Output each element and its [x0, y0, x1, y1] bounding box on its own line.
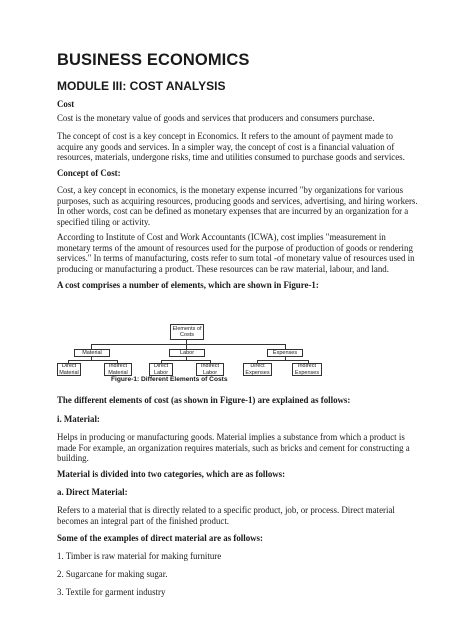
figure-caption: Figure-1: Different Elements of Costs [111, 376, 228, 383]
connector-line [161, 360, 211, 361]
concept-of-cost-heading: Concept of Cost: [57, 168, 121, 178]
paragraph-line: specified tiling or activity. [57, 216, 151, 227]
paragraph-line: acquire any goods and services. In a simpler way, the concept of cost is a financial valuation of [57, 141, 395, 152]
node-indirect-material: Indirect Material [104, 363, 132, 376]
connector-line [91, 344, 285, 345]
node-direct-labor: Direct Labor [149, 363, 173, 376]
paragraph-line: building. [57, 453, 89, 464]
module-heading: MODULE III: COST ANALYSIS [57, 79, 226, 93]
elements-intro: A cost comprises a number of elements, which are shown in Figure-1: [57, 280, 319, 290]
paragraph-line: made For example, an organization requires materials, such as bricks and cement for constructing a [57, 442, 410, 453]
example-item: 3. Textile for garment industry [57, 587, 166, 597]
paragraph-line: In other words, cost can be defined as monetary expenses that are incurred by an organization for a [57, 206, 409, 217]
concept-of-cost-paragraph [57, 185, 429, 227]
icwa-paragraph [57, 232, 429, 274]
material-paragraph [57, 432, 429, 464]
elements-of-cost-diagram [57, 322, 320, 376]
node-indirect-labor: Indirect Labor [196, 363, 224, 376]
examples-heading: Some of the examples of direct material are as follows: [57, 533, 263, 543]
paragraph-line: Helps in producing or manufacturing goods. Material implies a substance from which a product is [57, 432, 405, 442]
elements-explained-heading: The different elements of cost (as shown in Figure-1) are explained as follows: [57, 395, 351, 405]
paragraph-line: Cost, a key concept in economics, is the monetary expense incurred "by organizations for various [57, 185, 404, 195]
document-title: BUSINESS ECONOMICS [57, 51, 250, 69]
example-item: 2. Sugarcane for making sugar. [57, 569, 168, 579]
paragraph-line: purposes, such as acquiring resources, producing goods and services, advertising, and hiring workers. [57, 195, 418, 206]
direct-material-heading: a. Direct Material: [57, 487, 128, 497]
material-divided-heading: Material is divided into two categories, which are as follows: [57, 469, 286, 479]
node-labor: Labor [169, 349, 205, 357]
paragraph-line: services." In terms of manufacturing, costs refer to sum total -of monetary value of resources used in [57, 253, 415, 264]
material-heading: i. Material: [57, 414, 100, 424]
paragraph-line: According to Institute of Cost and Work Accountants (ICWA), cost implies "measurement in [57, 232, 386, 242]
cost-definition: Cost is the monetary value of goods and services that producers and consumers purchase. [57, 113, 375, 123]
cost-concept-paragraph [57, 131, 429, 163]
node-direct-material: Direct Material [57, 363, 81, 376]
node-expenses: Expenses [267, 349, 303, 357]
paragraph-line: producing or manufacturing a product. These resources can be raw material, labour, and land. [57, 263, 389, 274]
node-indirect-expenses: Indirect Expenses [292, 363, 322, 376]
paragraph-line: The concept of cost is a key concept in Economics. It refers to the amount of payment made to [57, 131, 393, 141]
paragraph-line: resources, materials, undergone risks, time and utilities consumed to purchase goods and services. [57, 152, 405, 163]
node-material: Material [74, 349, 110, 357]
direct-material-paragraph [57, 505, 429, 526]
example-item: 1. Timber is raw material for making furniture [57, 551, 222, 561]
paragraph-line: monetary terms of the amount of resources used for the purpose of production of goods or rendering [57, 242, 413, 253]
cost-heading: Cost [57, 99, 75, 109]
connector-line [68, 360, 118, 361]
connector-line [257, 360, 309, 361]
node-direct-expenses: Direct Expenses [243, 363, 272, 376]
paragraph-line: Refers to a material that is directly related to a specific product, job, or process. Direct material [57, 505, 395, 515]
paragraph-line: becomes an integral part of the finished product. [57, 515, 230, 526]
node-elements-of-costs: Elements of Costs [170, 324, 204, 340]
